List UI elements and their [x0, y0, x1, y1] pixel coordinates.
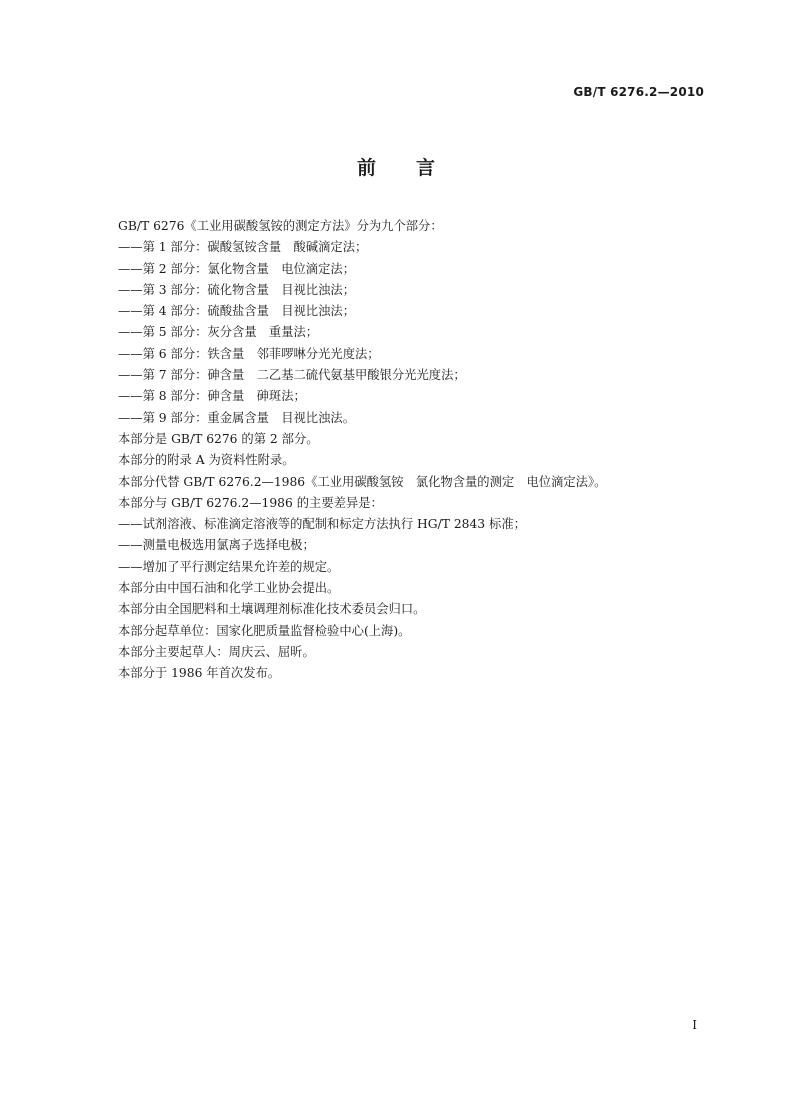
text-line: ——第 4 部分：硫酸盐含量 目视比浊法； [118, 304, 355, 319]
text-line: 本部分代替 GB/T 6276.2—1986《工业用碳酸氢铵 氯化物含量的测定 电位滴定法》。 [118, 474, 607, 489]
text-line: ——测量电极选用氯离子选择电极； [118, 538, 315, 553]
standard-code: GB/T 6276.2—2010 [573, 85, 704, 99]
text-line: 本部分由全国肥料和土壤调理剂标准化技术委员会归口。 [118, 602, 426, 617]
foreword-body [118, 216, 708, 685]
text-line: 本部分由中国石油和化学工业协会提出。 [118, 581, 340, 596]
text-line: 本部分主要起草人：周庆云、屈昕。 [118, 644, 315, 659]
text-line: ——增加了平行测定结果允许差的规定。 [118, 559, 340, 574]
text-line: ——第 9 部分：重金属含量 目视比浊法。 [118, 410, 355, 425]
text-line: ——第 5 部分：灰分含量 重量法； [118, 325, 319, 340]
text-line: ——第 7 部分：砷含量 二乙基二硫代氨基甲酸银分光光度法； [118, 368, 466, 383]
text-line: 本部分起草单位：国家化肥质量监督检验中心(上海)。 [118, 623, 411, 638]
page-number: I [692, 1018, 697, 1032]
text-line: ——试剂溶液、标准滴定溶液等的配制和标定方法执行 HG/T 2843 标准； [118, 517, 526, 532]
text-line: GB/T 6276《工业用碳酸氢铵的测定方法》分为九个部分： [118, 219, 443, 233]
text-line: 本部分的附录 A 为资料性附录。 [118, 453, 295, 468]
text-line: 本部分是 GB/T 6276 的第 2 部分。 [118, 431, 319, 446]
text-line: 本部分与 GB/T 6276.2—1986 的主要差异是： [118, 495, 383, 510]
text-line: ——第 8 部分：砷含量 砷斑法； [118, 389, 306, 404]
text-line: 本部分于 1986 年首次发布。 [118, 666, 281, 681]
page-title: 前言 [356, 157, 475, 179]
text-line: ——第 3 部分：硫化物含量 目视比浊法； [118, 282, 355, 297]
text-line: ——第 2 部分：氯化物含量 电位滴定法； [118, 261, 355, 276]
text-line: ——第 6 部分：铁含量 邻菲啰啉分光光度法； [118, 346, 380, 361]
text-line: ——第 1 部分：碳酸氢铵含量 酸碱滴定法； [118, 240, 368, 255]
